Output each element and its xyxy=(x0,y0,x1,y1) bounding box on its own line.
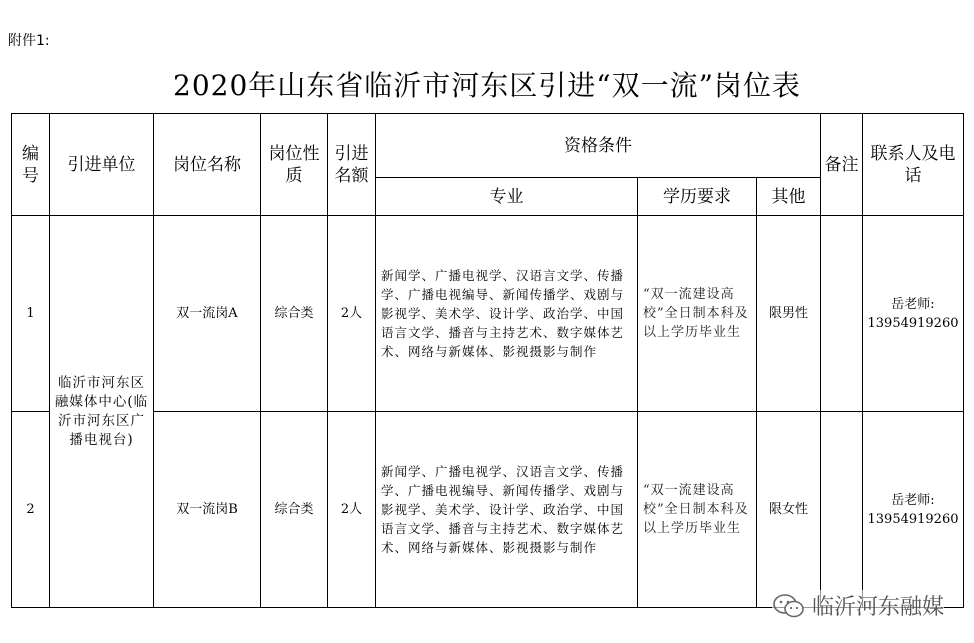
header-unit: 引进单位 xyxy=(50,114,154,216)
row-nature: 综合类 xyxy=(261,412,328,608)
row-contact xyxy=(863,412,964,608)
wechat-icon xyxy=(772,593,806,619)
row-contact xyxy=(863,216,964,412)
row-major: 新闻学、广播电视学、汉语言文学、传播学、广播电视编导、新闻传播学、戏剧与影视学、美术学、设计学、政治学、中国语言文学、播音与主持艺术、数字媒体艺术、网络与新媒体、影视摄影与制作 xyxy=(376,412,638,608)
row-other: 限女性 xyxy=(757,412,821,608)
row-other: 限男性 xyxy=(757,216,821,412)
row-education: “双一流建设高校”全日制本科及以上学历毕业生 xyxy=(638,216,757,412)
header-education: 学历要求 xyxy=(638,178,757,216)
row-nature: 综合类 xyxy=(261,216,328,412)
header-other: 其他 xyxy=(757,178,821,216)
unit-cell: 临沂市河东区融媒体中心(临沂市河东区广播电视台) xyxy=(50,216,154,608)
watermark xyxy=(772,590,944,621)
header-contact: 联系人及电话 xyxy=(863,114,964,216)
contact-phone: 13954919260 xyxy=(867,315,959,331)
header-qualifications: 资格条件 xyxy=(376,114,821,178)
page-title: 2020年山东省临沂市河东区引进“双一流”岗位表 xyxy=(173,69,801,102)
attachment-label: 附件1: xyxy=(8,33,50,49)
row-position: 双一流岗B xyxy=(154,412,261,608)
row-position: 双一流岗A xyxy=(154,216,261,412)
header-major: 专业 xyxy=(376,178,638,216)
contact-name: 岳老师: xyxy=(891,492,935,508)
row-quota: 2人 xyxy=(328,412,376,608)
positions-table xyxy=(11,113,964,608)
row-remarks xyxy=(821,412,863,608)
row-remarks xyxy=(821,216,863,412)
watermark-text: 临沂河东融媒 xyxy=(811,595,944,620)
header-nature: 岗位性质 xyxy=(261,114,328,216)
header-position: 岗位名称 xyxy=(154,114,261,216)
row-education: “双一流建设高校”全日制本科及以上学历毕业生 xyxy=(638,412,757,608)
header-remarks: 备注 xyxy=(821,114,863,216)
row-major: 新闻学、广播电视学、汉语言文学、传播学、广播电视编导、新闻传播学、戏剧与影视学、美术学、设计学、政治学、中国语言文学、播音与主持艺术、数字媒体艺术、网络与新媒体、影视摄影与制作 xyxy=(376,216,638,412)
header-no: 编号 xyxy=(12,114,50,216)
header-quota: 引进名额 xyxy=(328,114,376,216)
row-quota: 2人 xyxy=(328,216,376,412)
table-row xyxy=(12,412,964,608)
row-no: 2 xyxy=(12,412,50,608)
row-no: 1 xyxy=(12,216,50,412)
contact-name: 岳老师: xyxy=(891,296,935,312)
contact-phone: 13954919260 xyxy=(867,511,959,527)
table-row xyxy=(12,216,964,412)
